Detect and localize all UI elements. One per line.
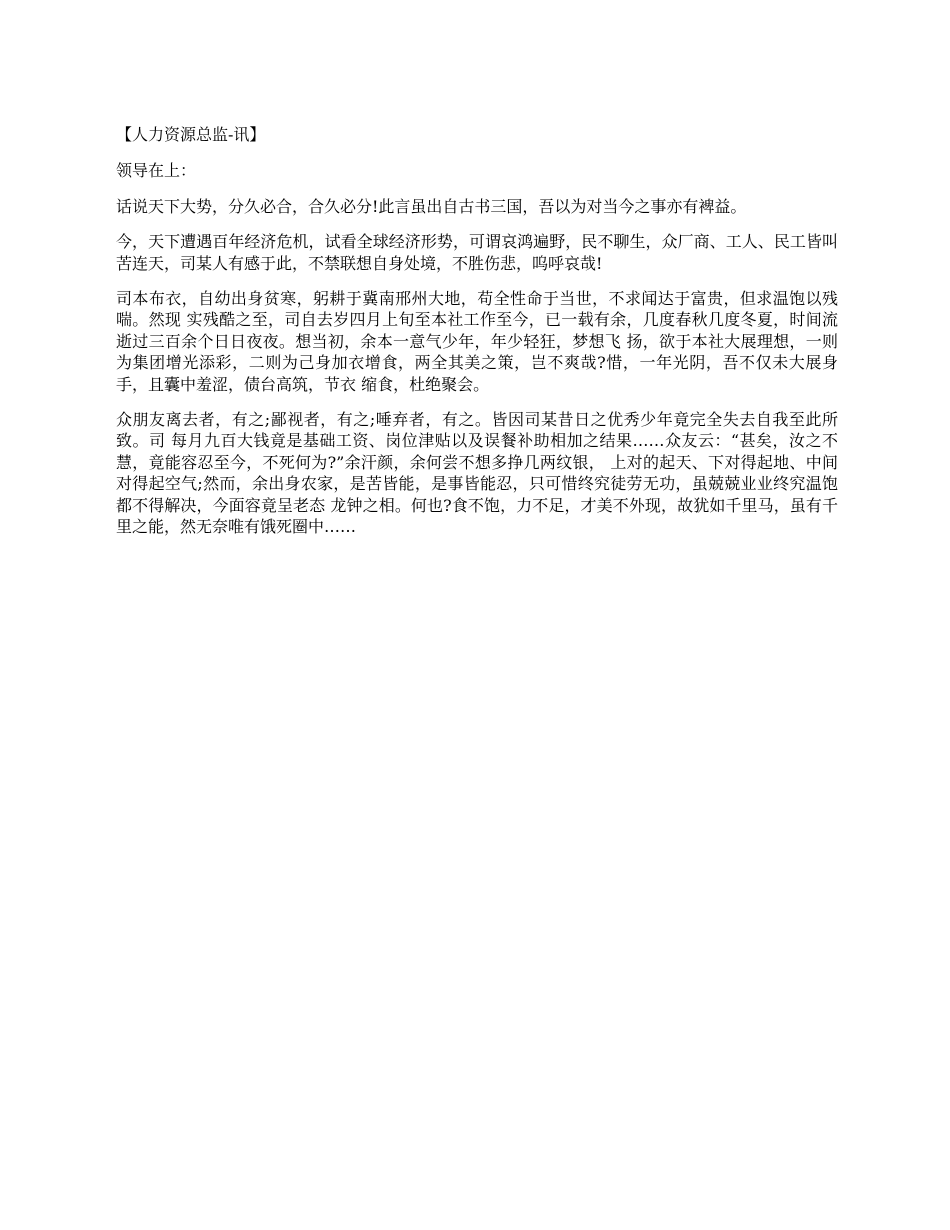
- paragraph-3: 司本布衣，自幼出身贫寒，躬耕于冀南邢州大地，苟全性命于当世，不求闻达于富贵，但求温饱以残喘。然现 实残酷之至，司自去岁四月上旬至本社工作至今，已一载有余，几度春秋几度冬夏，时间流逝过三百余个日日夜夜。想当初，余本一意气少年，年少轻狂，梦想飞 扬，欲于本社大展理想，一则为集团增光添彩，二则为己身加衣增食，两全其美之策，岂不爽哉?惜，一年光阴，吾不仅未大展身手，且囊中羞涩，债台高筑，节衣 缩食，杜绝聚会。: [116, 288, 838, 394]
- salutation: 领导在上：: [116, 160, 197, 180]
- paragraph-2: 今，天下遭遇百年经济危机，试看全球经济形势，可谓哀鸿遍野，民不聊生，众厂商、工人、民工皆叫苦连天，司某人有感于此，不禁联想自身处境，不胜伤悲，呜呼哀哉!: [116, 232, 838, 273]
- paragraph-1: 话说天下大势，分久必合，合久必分!此言虽出自古书三国，吾以为对当今之事亦有裨益。: [116, 197, 747, 216]
- document-heading: 【人力资源总监-讯】: [116, 125, 266, 144]
- document-body: [116, 124, 838, 551]
- paragraph-4: 众朋友离去者，有之;鄙视者，有之;唾弃者，有之。皆因司某昔日之优秀少年竟完全失去自我至此所致。司 每月九百大钱竟是基础工资、岗位津贴以及误餐补助相加之结果……众友云：“甚矣，汝之不慧，竟能容忍至今，不死何为?”余汗颜，余何尝不想多挣几两纹银， 上对的起天、下对得起地、中间对得起空气;然而，余出身农家，是苦皆能，是事皆能忍，只可惜终究徒劳无功，虽兢兢业业终究温饱都不得解决，今面容竟呈老态 龙钟之相。何也?食不饱，力不足，才美不外现，故犹如千里马，虽有千里之能，然无奈唯有饿死圈中……: [116, 409, 838, 536]
